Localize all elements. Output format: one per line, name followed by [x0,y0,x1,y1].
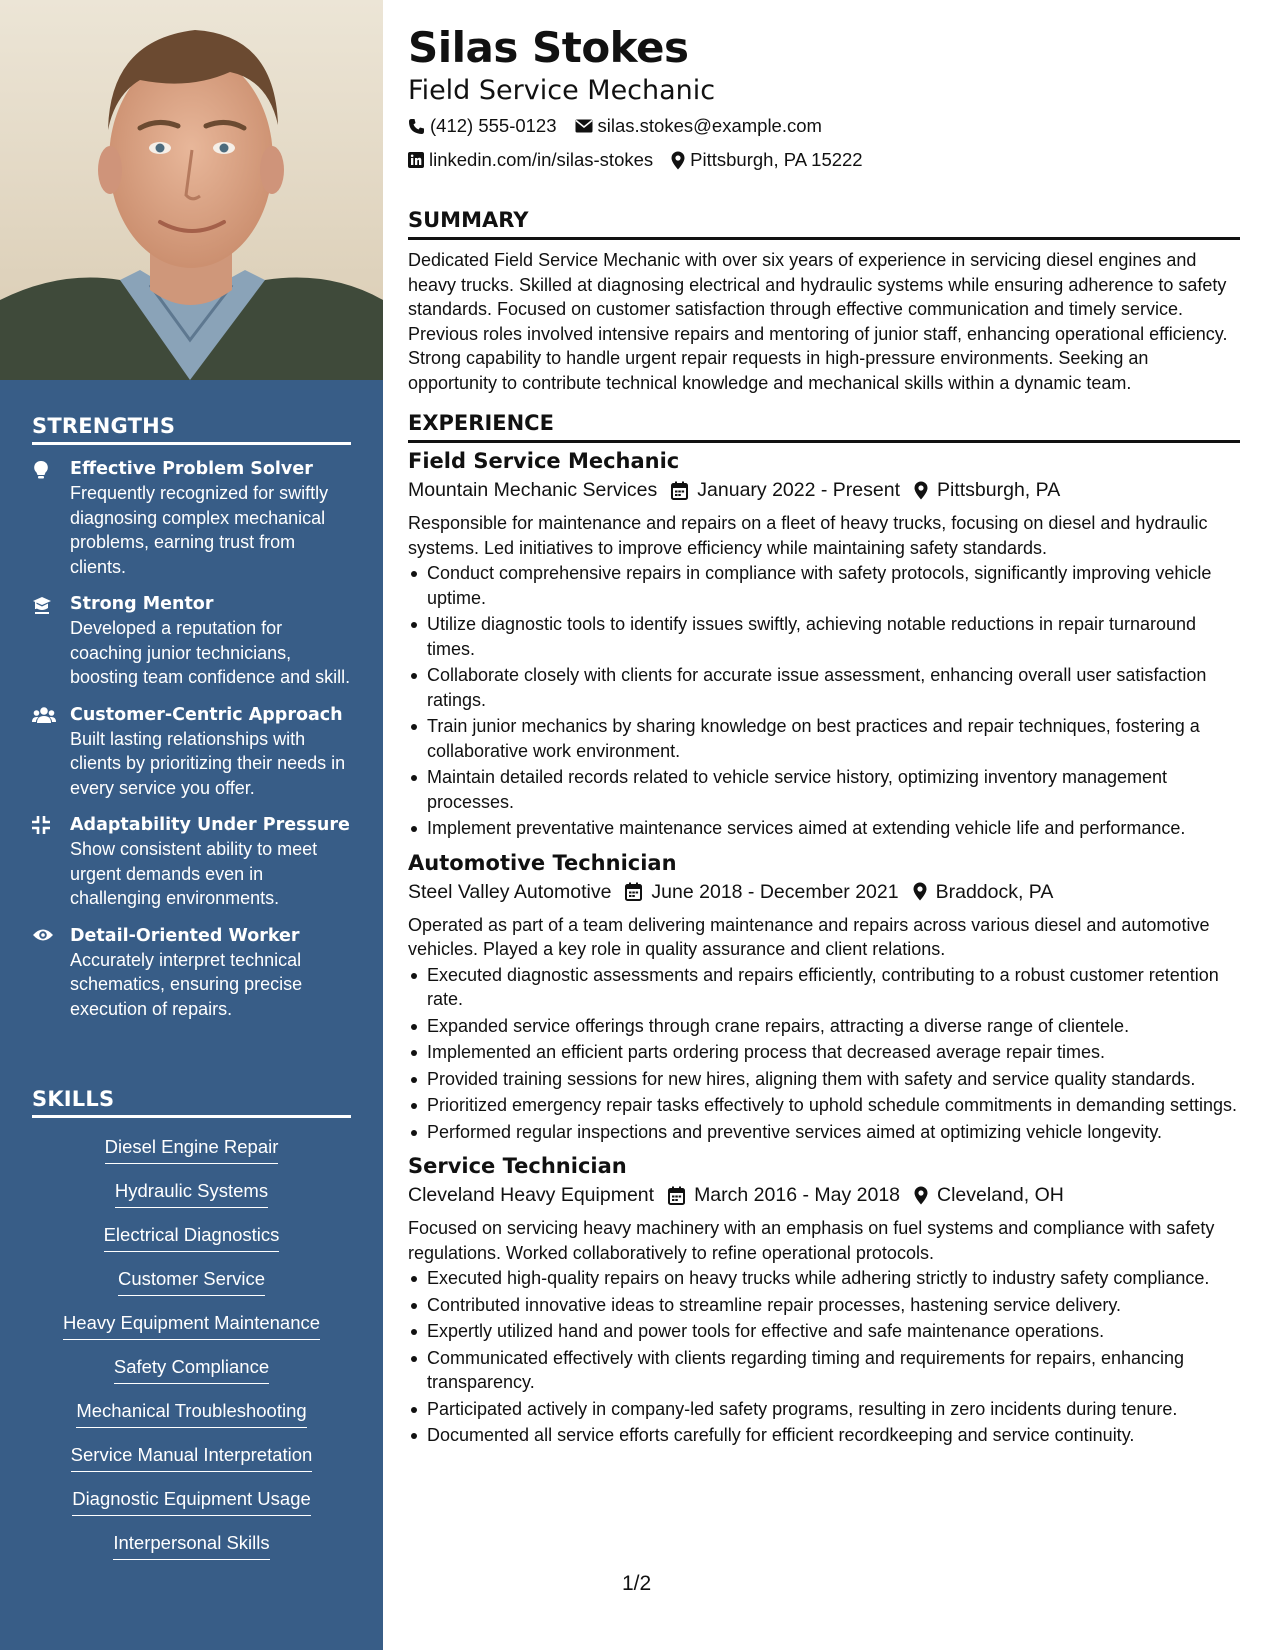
strength-desc: Accurately interpret technical schematics, ensuring precise execution of repairs. [70,949,303,1019]
page-number: 1/2 [622,1572,652,1595]
job-title: Field Service Mechanic [408,449,680,473]
lightbulb-icon [32,457,70,579]
skill-item: Heavy Equipment Maintenance [63,1310,320,1340]
strength-item [32,457,351,579]
skill-item: Service Manual Interpretation [71,1442,313,1472]
profile-photo [0,0,383,380]
job-bullet: Executed high-quality repairs on heavy trucks while adhering strictly to industry safety compliance. [408,1266,1240,1291]
candidate-title: Field Service Mechanic [408,75,716,106]
phone-contact[interactable] [408,110,557,142]
strength-item [32,813,351,911]
strength-desc: Frequently recognized for swiftly diagnosing complex mechanical problems, earning trust from clients. [70,483,329,577]
job-bullets [408,963,1240,1145]
linkedin-contact[interactable] [408,144,653,176]
linkedin-text: linkedin.com/in/silas-stokes [429,149,654,170]
skill-item: Electrical Diagnostics [104,1222,280,1252]
strength-title: Strong Mentor [70,594,214,614]
email-text: silas.stokes@example.com [597,115,822,136]
job-bullet: Contributed innovative ideas to streamline repair processes, hastening service delivery. [408,1293,1240,1318]
linkedin-icon [408,152,424,168]
graduation-cap-icon [32,592,70,690]
job-bullet: Participated actively in company-led safety programs, resulting in zero incidents during tenure. [408,1397,1240,1422]
job-bullets [408,1266,1240,1448]
job-entry [408,849,1240,1145]
eye-icon [32,924,70,1022]
job-description: Operated as part of a team delivering maintenance and repairs across various diesel and automotive vehicles. Played a key role in quality assurance and client relations. [408,914,1210,959]
strength-desc: Developed a reputation for coaching junior technicians, boosting team confidence and skill. [70,618,351,687]
job-bullet: Conduct comprehensive repairs in compliance with safety protocols, significantly improving vehicle uptime. [408,561,1240,610]
job-bullet: Maintain detailed records related to vehicle service history, optimizing inventory management processes. [408,765,1240,814]
job-location: Cleveland, OH [937,1184,1064,1206]
job-description: Responsible for maintenance and repairs on a fleet of heavy trucks, focusing on diesel and hydraulic systems. Led initiatives to improve efficiency while maintaining safety standards. [408,513,1208,558]
sidebar [0,0,383,1650]
map-pin-icon [913,882,927,901]
strength-desc: Show consistent ability to meet urgent demands even in challenging environments. [70,839,318,908]
calendar-icon [668,1186,685,1205]
job-location: Pittsburgh, PA [937,479,1061,501]
job-bullet: Executed diagnostic assessments and repairs efficiently, contributing to a robust customer retention rate. [408,963,1240,1012]
skills-heading: SKILLS [32,1087,351,1118]
job-dates: June 2018 - December 2021 [651,880,899,903]
job-location: Braddock, PA [935,880,1054,903]
skills-section [32,1087,351,1574]
strength-title: Effective Problem Solver [70,459,313,479]
experience-section [408,409,1240,1448]
users-icon [32,703,70,801]
job-dates: January 2022 - Present [697,479,900,501]
phone-text: (412) 555-0123 [430,115,557,136]
skill-item: Mechanical Troubleshooting [76,1398,306,1428]
map-pin-icon [914,1186,928,1205]
skill-item: Interpersonal Skills [113,1530,269,1560]
strength-title: Customer-Centric Approach [70,704,343,725]
job-bullet: Expanded service offerings through crane repairs, attracting a diverse range of clientele. [408,1014,1240,1039]
job-bullet: Performed regular inspections and preventive services aimed at optimizing vehicle longevity. [408,1120,1240,1145]
job-bullet: Documented all service efforts carefully for efficient recordkeeping and service continuity. [408,1423,1240,1448]
map-pin-icon [671,151,685,170]
skill-item: Customer Service [118,1266,265,1296]
skill-item: Diesel Engine Repair [105,1134,279,1164]
job-bullet: Prioritized emergency repair tasks effectively to uphold schedule commitments in demanding settings. [408,1093,1240,1118]
skill-item: Diagnostic Equipment Usage [72,1486,311,1516]
skill-item: Hydraulic Systems [115,1178,268,1208]
resume-header [408,22,1240,176]
map-pin-icon [914,481,928,500]
summary-text: Dedicated Field Service Mechanic with over six years of experience in servicing diesel engines and heavy trucks. Skilled at diagnosing electrical and hydraulic systems while ensuring adherence to safety standards. Focused on customer satisfaction through effective communication and timely service. Previous roles involved intensive repairs and mentoring of junior staff, enhancing operational efficiency. Strong capability to handle urgent repair requests in high-pressure environments. Seeking an opportunity to contribute technical knowledge and mechanical skills within a dynamic team. [408,250,1228,393]
job-meta [408,475,1240,505]
strength-item [32,592,351,690]
company-name: Mountain Mechanic Services [408,479,658,501]
candidate-name: Silas Stokes [408,23,689,72]
location-contact [671,144,862,176]
job-meta [408,877,1240,907]
contact-row [408,144,1240,176]
phone-icon [408,118,425,135]
job-entry [408,1152,1240,1448]
company-name: Steel Valley Automotive [408,880,612,903]
email-contact[interactable] [575,110,822,142]
summary-heading: SUMMARY [408,206,1240,240]
job-bullet: Implemented an efficient parts ordering process that decreased average repair times. [408,1040,1240,1065]
job-title: Service Technician [408,1154,627,1178]
job-bullet: Collaborate closely with clients for accurate issue assessment, enhancing overall user satisfaction ratings. [408,663,1240,712]
job-bullet: Communicated effectively with clients regarding timing and requirements for repairs, enhancing transparency. [408,1346,1240,1395]
contact-row [408,110,1240,142]
envelope-icon [575,119,593,133]
strengths-section [32,414,351,1034]
job-bullet: Provided training sessions for new hires, aligning them with safety and service quality standards. [408,1067,1240,1092]
job-meta [408,1180,1240,1210]
job-title: Automotive Technician [408,850,677,875]
job-bullet: Utilize diagnostic tools to identify issues swiftly, achieving notable reductions in repair turnaround times. [408,612,1240,661]
strengths-heading: STRENGTHS [32,414,351,445]
job-bullets [408,561,1240,841]
experience-heading: EXPERIENCE [408,409,1240,443]
summary-section [408,206,1240,395]
calendar-icon [625,882,642,901]
company-name: Cleveland Heavy Equipment [408,1184,655,1206]
job-description: Focused on servicing heavy machinery with an emphasis on fuel systems and compliance with safety regulations. Worked collaboratively to refine operational protocols. [408,1218,1215,1263]
location-text: Pittsburgh, PA 15222 [690,149,863,170]
job-bullet: Implement preventative maintenance services aimed at extending vehicle life and performance. [408,816,1240,841]
strength-item [32,924,351,1022]
strength-title: Detail-Oriented Worker [70,925,300,946]
job-entry [408,447,1240,841]
skill-item: Safety Compliance [114,1354,269,1384]
compress-icon [32,813,70,911]
strength-item [32,703,351,801]
skill-list [32,1134,351,1574]
strength-desc: Built lasting relationships with clients by prioritizing their needs in every service you offer. [70,728,346,798]
job-dates: March 2016 - May 2018 [694,1184,901,1206]
job-bullet: Train junior mechanics by sharing knowledge on best practices and repair techniques, fostering a collaborative work environment. [408,714,1240,763]
job-bullet: Expertly utilized hand and power tools for effective and safe maintenance operations. [408,1319,1240,1344]
calendar-icon [671,481,688,500]
strength-title: Adaptability Under Pressure [70,815,350,835]
main-content [408,22,1240,1456]
